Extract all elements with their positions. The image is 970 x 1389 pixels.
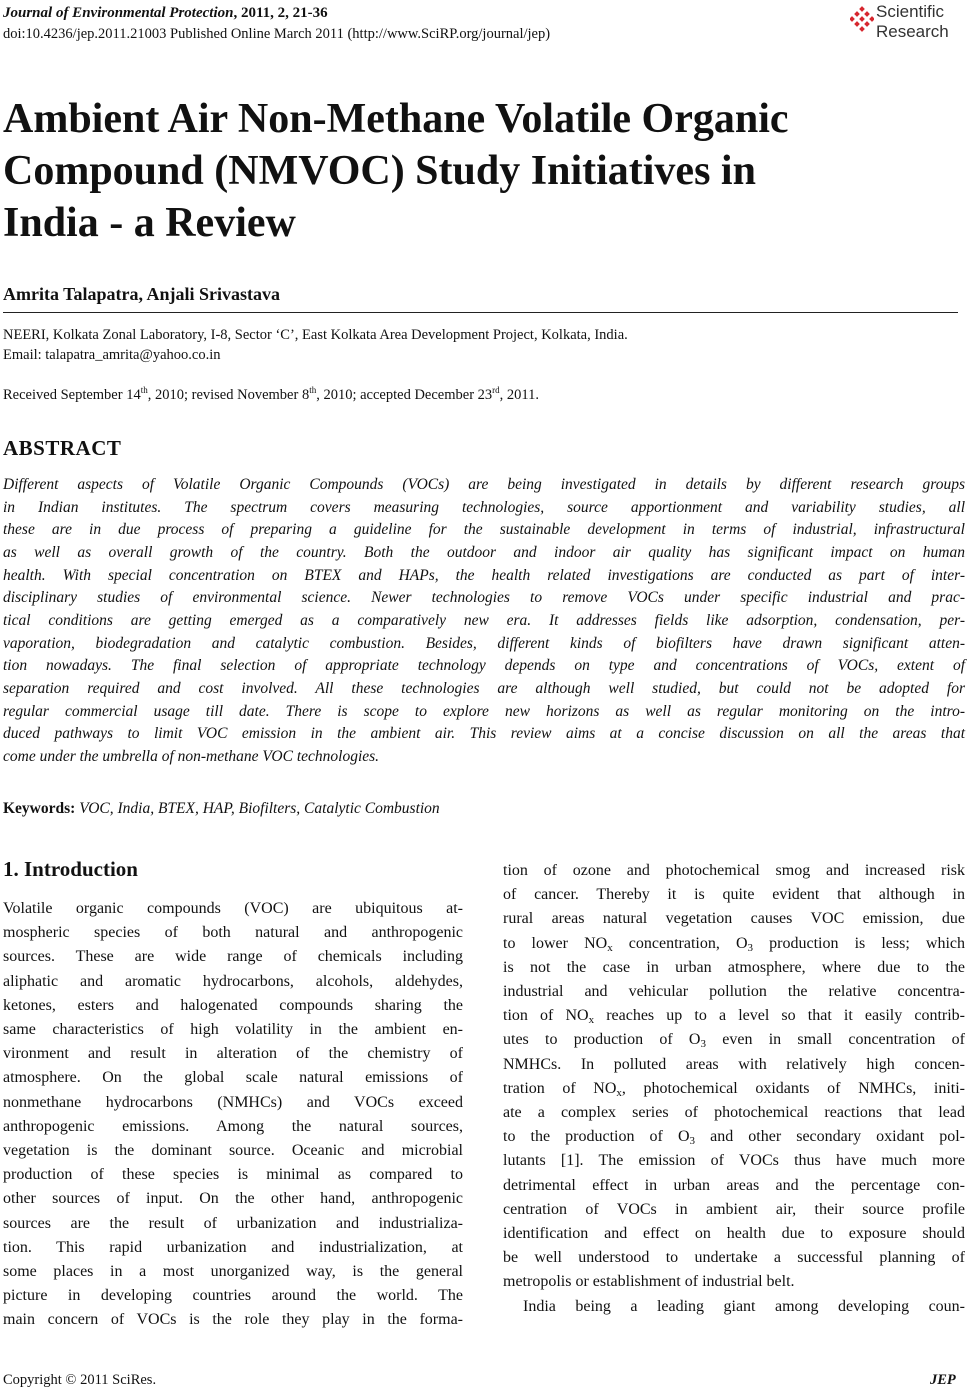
abstract-body <box>3 474 965 769</box>
left-column <box>3 897 463 1333</box>
body-line: lutants [1]. The emission of VOCs thus have much more <box>503 1152 965 1170</box>
body-line: centration of VOCs in ambient air, their source profile <box>503 1200 965 1218</box>
abstract-line: come under the umbrella of non-methane VOC technologies. <box>3 747 380 765</box>
keywords <box>3 798 440 820</box>
body-line: sources are the result of urbanization and industrializa- <box>3 1214 463 1232</box>
body-line: vironment and result in alteration of the chemistry of <box>3 1045 463 1063</box>
accepted-text: , 2010; accepted December 23 <box>316 387 493 403</box>
abstract-line: as well as overall growth of the country. Both the outdoor and indoor air quality has significant impact on human <box>3 543 965 561</box>
abstract-line: separation required and cost involved. All these technologies are although well studied, but could not be adopted for <box>3 679 965 697</box>
body-line: sources. These are wide range of chemicals including <box>3 948 463 966</box>
body-line: aliphatic and aromatic hydrocarbons, alcohols, aldehydes, <box>3 972 463 990</box>
received-text: Received September 14 <box>3 387 141 403</box>
body-line: ate a complex series of photochemical reactions that lead <box>503 1104 965 1122</box>
abstract-line: Different aspects of Volatile Organic Compounds (VOCs) are being investigated in details by different research groups <box>3 476 965 493</box>
logo-line-2: Research <box>876 22 949 41</box>
abstract-line: in Indian institutes. The spectrum covers measuring technologies, source apportionment and variability studies, all <box>3 498 965 516</box>
email: Email: talapatra_amrita@yahoo.co.in <box>3 347 221 363</box>
journal-header <box>3 3 328 23</box>
body-line: ketones, esters and halogenated compounds sharing the <box>3 996 463 1014</box>
body-line: nonmethane hydrocarbons (NMHCs) and VOCs exceed <box>3 1093 463 1111</box>
body-line: other sources of input. On the other hand, anthropogenic <box>3 1190 463 1208</box>
body-line: same characteristics of high volatility in the ambient en- <box>3 1021 463 1039</box>
body-line: metropolis or establishment of industrial belt. <box>503 1273 795 1291</box>
logo-text <box>876 2 949 42</box>
body-line: tration of $NO_x$, photochemical oxidants of NMHCs, initi- <box>503 1079 965 1099</box>
body-line: some places in a most unorganized way, is the general <box>3 1263 463 1281</box>
body-line: be well understood to undertake a successful planning of <box>503 1249 965 1267</box>
title-line: Compound (NMVOC) Study Initiatives in <box>3 148 756 194</box>
logo-line-1: Scientific <box>876 2 945 21</box>
abstract-line: disciplinary studies of environmental science. Newer technologies to remove VOCs under specific industrial and prac- <box>3 589 965 607</box>
abstract-line: these are in due process of preparing a guideline for the sustainable development in terms of industrial, infrastructural <box>3 521 965 539</box>
abstract-line: duced pathways to limit VOC emission in the ambient air. This review aims at a concise discussion on all the areas that <box>3 725 965 743</box>
body-line: production of these species is minimal as compared to <box>3 1166 463 1184</box>
keywords-text: VOC, India, BTEX, HAP, Biofilters, Catalytic Combustion <box>75 800 440 817</box>
body-line: detrimental effect in urban areas and the percentage con- <box>503 1176 965 1194</box>
abstract-line: health. With special concentration on BTEX and HAPs, the health related investigations are conducted as part of inter- <box>3 566 965 584</box>
ordinal-suffix: th <box>309 385 317 395</box>
body-line: rural areas natural vegetation causes VOC emission, due <box>503 910 965 928</box>
copyright: Copyright © 2011 SciRes. <box>3 1372 157 1388</box>
body-line: NMHCs. In polluted areas with relatively high concen- <box>503 1055 965 1073</box>
body-line: atmosphere. On the global scale natural emissions of <box>3 1069 463 1087</box>
received-dates <box>3 385 539 405</box>
body-line: tion of ozone and photochemical smog and increased risk <box>503 862 965 879</box>
body-line: picture in developing countries around the world. The <box>3 1287 463 1305</box>
journal-name: Journal of Environmental Protection <box>3 5 234 21</box>
divider <box>3 312 958 313</box>
keywords-label: Keywords: <box>3 800 76 817</box>
abstract-heading: ABSTRACT <box>3 436 122 460</box>
abstract-line: tion nowadays. The final selection of appropriate technology depends on type and concentrations of VOCs, extent of <box>3 657 965 675</box>
body-line: vegetation is the dominant source. Oceanic and microbial <box>3 1142 463 1160</box>
body-line: tion. This rapid urbanization and industrialization, at <box>3 1238 463 1256</box>
ordinal-suffix: rd <box>492 385 500 395</box>
scientific-research-logo-icon <box>850 6 874 36</box>
abstract-line: tical conditions are getting emerged as a comparatively new era. It addresses fields like adsorption, condensation, per- <box>3 611 965 629</box>
body-line: India being a leading giant among developing coun- <box>523 1297 965 1315</box>
journal-citation: , 2011, 2, 21-36 <box>233 5 328 21</box>
abstract-line: regular commercial usage till date. There is scope to explore new horizons as well as regular monitoring on the intro- <box>3 702 965 720</box>
body-line: to the production of $O_3$ and other secondary oxidant pol- <box>503 1128 965 1148</box>
year-text: , 2011. <box>499 387 539 403</box>
revised-text: , 2010; revised November 8 <box>147 387 310 403</box>
authors: Amrita Talapatra, Anjali Srivastava <box>3 284 281 304</box>
body-line: is not the case in urban atmosphere, where due to the <box>503 958 965 976</box>
journal-abbr: JEP <box>930 1372 956 1388</box>
publisher-logo <box>850 2 968 46</box>
body-line: anthropogenic emissions. Among the natural sources, <box>3 1117 463 1135</box>
paper-title <box>3 93 903 249</box>
body-line: industrial and vehicular pollution the relative concentra- <box>503 983 965 1001</box>
ordinal-suffix: th <box>140 385 148 395</box>
title-line: Ambient Air Non-Methane Volatile Organic <box>3 96 789 142</box>
body-line: mospheric species of both natural and anthropogenic <box>3 924 463 942</box>
affiliation: NEERI, Kolkata Zonal Laboratory, I-8, Sector ‘C’, East Kolkata Area Development Project, Kolkata, India. <box>3 327 628 343</box>
body-line: utes to production of $O_3$ even in small concentration of <box>503 1031 965 1051</box>
doi-line: doi:10.4236/jep.2011.21003 Published Online March 2011 (http://www.SciRP.org/journal/jep) <box>3 26 551 42</box>
intro-heading: 1. Introduction <box>3 857 138 881</box>
body-line: main concern of VOCs is the role they play in the forma- <box>3 1311 463 1329</box>
body-line: to lower $NO_x$ concentration, $O_3$ production is less; which <box>503 934 965 954</box>
title-line: India - a Review <box>3 200 296 246</box>
body-line: Volatile organic compounds (VOC) are ubiquitous at- <box>3 900 463 917</box>
body-line: identification and effect on health due to exposure should <box>503 1225 965 1243</box>
body-line: of cancer. Thereby it is quite evident that although in <box>503 886 965 904</box>
right-column <box>503 859 965 1319</box>
abstract-line: vaporation, biodegradation and catalytic combustion. Besides, different kinds of biofilters have drawn significant atten- <box>3 634 965 652</box>
body-line: tion of $NO_x$ reaches up to a level so that it easily contrib- <box>503 1007 965 1027</box>
